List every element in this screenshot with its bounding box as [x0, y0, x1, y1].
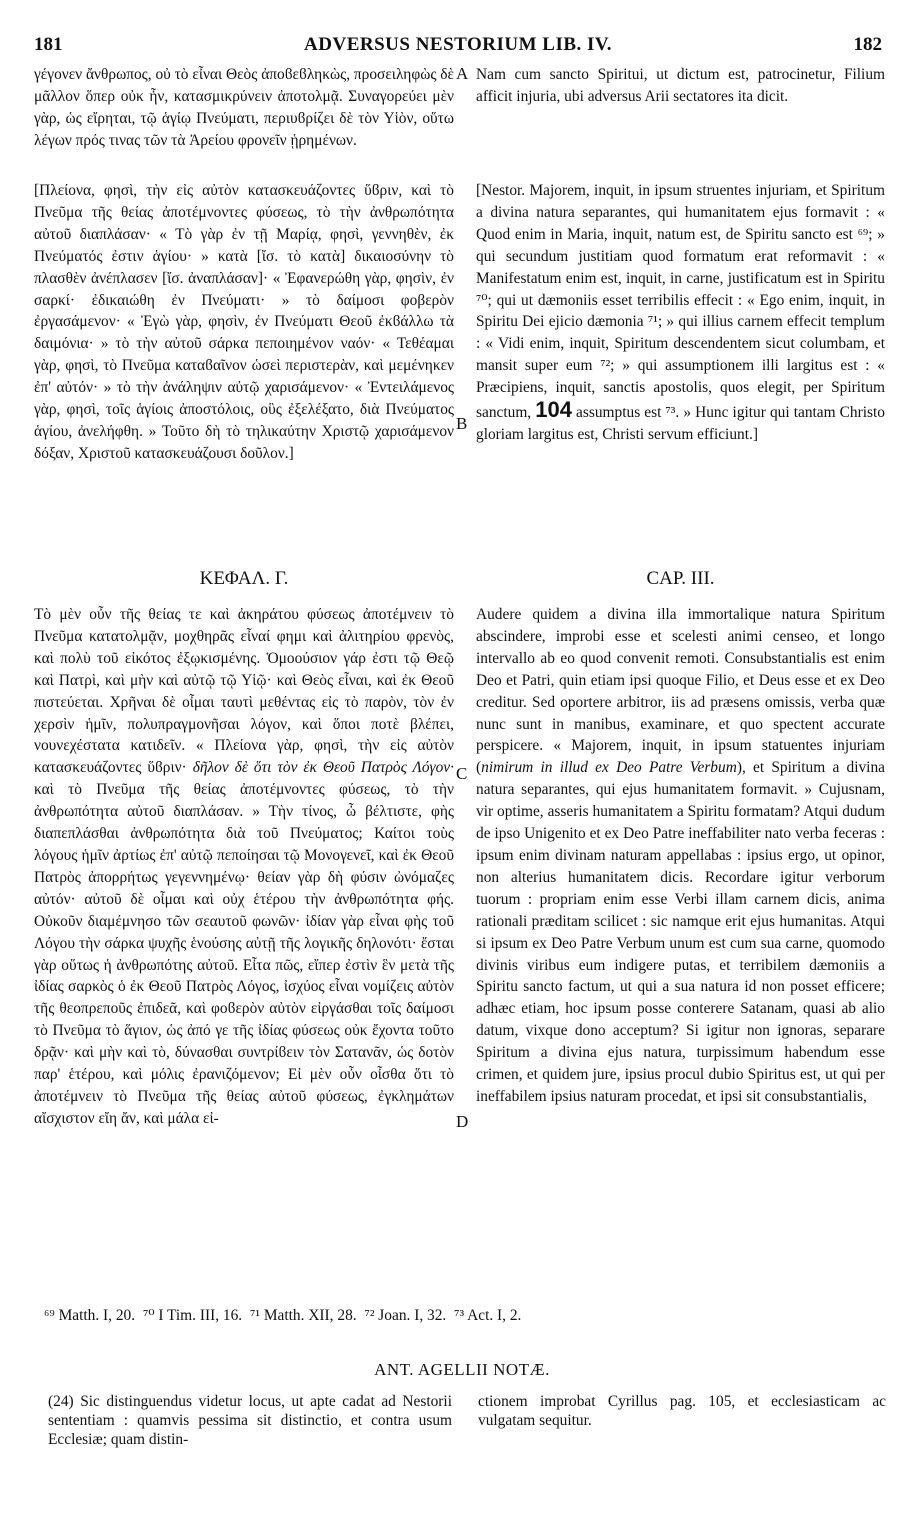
latin-quote-text — [476, 180, 885, 446]
footnote-70: ⁷⁰ I Tim. III, 16. — [142, 1307, 243, 1324]
greek-body-italic: δῆλον δὲ ὅτι τὸν ἐκ Θεοῦ Πατρὸς Λόγον· — [192, 759, 454, 777]
footnote-71: ⁷¹ Matth. XII, 28. — [250, 1307, 357, 1324]
greek-intro — [34, 64, 454, 152]
running-title: ADVERSUS NESTORIUM LIB. IV. — [304, 34, 612, 55]
latin-quote — [476, 180, 885, 446]
margin-marker-d: D — [456, 1112, 469, 1131]
latin-body-text — [476, 604, 885, 1108]
margin-marker-c: C — [456, 764, 468, 783]
chapter-heading-greek: ΚΕΦΑΛ. Γ. — [199, 568, 289, 589]
note-right: ctionem improbat Cyrillus pag. 105, et ecclesiasticam ac vulgatam sequitur. — [478, 1393, 886, 1429]
footnote-69: ⁶⁹ Matth. I, 20. — [44, 1307, 136, 1324]
latin-quote-part-a: [Nestor. Majorem, inquit, in ipsum struentes injuriam, et Spiritum a divina natura separantes, qui humanitatem ejus formavit : « Quod enim in Maria, inquit, natum est, de Spiritu sancto est ⁶⁹; » qui secundum justitiam quod formatum erat reformavit : « Manifestatum enim est, inquit, in carne, justificatum est in Spiritu ⁷⁰; qui ut dæmoniis esset terribilis effecit : « Ego enim, inquit, in Spiritu Dei ejicio dæmonia ⁷¹; » qui illius carnem effecit templum : « Vidi enim, inquit, Spiritum descendentem sicut columbam, et mansit super eum ⁷²; » qui assumptionem illi largitus est : « Præcipiens, inquit, sanctis apostolis, quos elegit, per Spiritum sanctum, — [476, 182, 885, 422]
margin-marker-b: B — [456, 414, 468, 433]
latin-intro — [476, 64, 885, 108]
notae-heading: ANT. AGELLII NOTÆ. — [374, 1360, 550, 1379]
margin-marker-a: A — [456, 64, 469, 83]
chapter-heading-latin: CAP. III. — [646, 568, 715, 589]
greek-intro-text: γέγονεν ἄνθρωπος, οὐ τὸ εἶναι Θεὸς ἀποϐεϐληκὼς, προσειληφὼς δὲ μᾶλλον ὅπερ οὐκ ἦν, κατασμικρύνειν ἀποτολμᾷ. Συναγορεύει μὲν γὰρ, ὡς εἴρηται, τῷ ἁγίῳ Πνεύματι, περιυϐρίζει δὲ τὸν Υἱὸν, οὕτω λέγων πρός τινας τῶν τὰ Ἀρείου φρονεῖν ᾑρημένων. — [34, 66, 454, 149]
page-number-right: 182 — [853, 34, 882, 55]
page-number-left: 181 — [34, 34, 63, 55]
latin-body — [476, 604, 885, 1108]
note-left: (24) Sic distinguendus videtur locus, ut apte cadat ad Nestorii sententiam : quamvis pessima sit distinctio, et contra usum Ecclesiæ; quam distin- — [48, 1393, 452, 1448]
latin-quote-part-b: assumptus est ⁷³. » Hunc igitur qui tantam Christo gloriam largitus est, Christi servum efficiunt.] — [476, 404, 885, 443]
latin-body-italic: nimirum in illud ex Deo Patre Verbum — [481, 759, 737, 777]
greek-body — [34, 604, 454, 1130]
latin-body-part-b: ), et Spiritum a divina natura separantes, qui ejus humanitatem formavit. » Cujusnam, vir optime, asseris humanitatem a Spiritu formatam? Atqui dudum de ipso Unigenito et ex Deo Patre ineffabiliter nato verba feceras : ipsum enim divinam naturam appellabas : ipsius ergo, ut opinor, non alterius humanitatem dicis. Recordare igitur verborum tuorum : propriam enim esse Verbi illam carnem dicis, anima rationali præditam scilicet : sic namque erit ejus humanitas. Atqui si ipsum ex Deo Patre Verbum unum est cum sua carne, quomodo divinis viribus eum indigere putas, et terribilem dæmoniis a Spiritu sancto factum, ut qui a sua natura id non posset efficere; adhæc etiam, hoc ipsum posse conterere Satanam, quasi ab alio datum, vixque dono acceptum? Si igitur non ignoras, separare Spiritum a divina ejus natura, turpissimum habendum esse crimen, et quidem jure, ipsius procul dubio Spiritus est, ut qui per ineffabilem ipsius naturam procedat, et ipsi sit consubstantialis, — [476, 759, 885, 1105]
margin-number-104: 104 — [535, 397, 572, 423]
greek-body-text — [34, 604, 454, 1130]
footnote-73: ⁷³ Act. I, 2. — [454, 1307, 522, 1324]
greek-quote-text: [Πλείονα, φησὶ, τὴν εἰς αὐτὸν κατασκευάζοντες ὕϐριν, καὶ τὸ Πνεῦμα τῆς θείας ἀποτέμνοντες φύσεως, τὸ τὴν ἀνθρωπότητα αὐτοῦ διαπλάσαν· « Τὸ γὰρ ἐν τῇ Μαρίᾳ, φησὶ, γεννηθὲν, ἐκ Πνεύματός ἐστιν ἁγίου· » κατὰ [ἴσ. τὸ κατὰ] δικαιοσύνην τὸ πλασθὲν ἀνέπλασεν [ἴσ. ἀναπλάσαν]· « Ἐφανερώθη γὰρ, φησὶν, ἐν σαρκί· ἐδικαιώθη ἐν Πνεύματι· » τὸ δαίμοσι φοβερὸν ἐργασάμενον· « Ἐγὼ γὰρ, φησὶν, ἐν Πνεύματι Θεοῦ ἐκϐάλλω τὰ δαιμόνια· » τὸ τὴν αὐτοῦ σάρκα πεποιημένον ναόν· « Τεθέαμαι γὰρ, φησὶ, τὸ Πνεῦμα καταϐαῖνον ὡσεὶ περιστερὰν, καὶ μεμένηκεν ἐπ' αὐτόν· » τὸ τὴν ἀνάληψιν αὐτῷ χαρισάμενον· « Ἐντειλάμενος γὰρ, φησὶ, τοῖς ἁγίοις ἀποστόλοις, οὓς ἐξελέξατο, διὰ Πνεύματος ἁγίου, ἀνελήφθη. » Τοῦτο δὴ τὸ τηλικαύτην Χριστῷ χαρισάμενον δόξαν, Χριστοῦ κατασκευάζουσι δοῦλον.] — [34, 182, 454, 462]
greek-quote — [34, 180, 454, 465]
page-header — [34, 34, 882, 62]
footnotes — [44, 1306, 864, 1325]
latin-body-part-a: Audere quidem a divina illa immortalique natura Spiritum abscindere, improbi esse et scelesti animi censeo, et longo intervallo ab eo quod convenit remoti. Consubstantialis est enim Deo et Patri, quin etiam ipsi quoque Filio, et Deus esse et ex Deo creditur. Sed oportere arbitror, iis ad præsens omissis, verba quæ nunc sunt in manibus, examinare, et quo spectent accurate perspicere. « Majorem, inquit, in ipsum statuentes injuriam ( — [476, 606, 885, 777]
greek-body-part-b: καὶ τὸ Πνεῦμα τῆς θείας ἀποτέμνοντες φύσεως, τὸ τὴν ἀνθρωπότητα αὐτοῦ διαπλάσαν. » Τὴν τίνος, ὦ βέλτιστε, φὴς διαπεπλάσθαι ἀνθρωπότητα διὰ τοῦ Πνεύματος; Καίτοι τοὺς λόγους ἡμῖν ἀρτίως ἐπ' αὐτῷ πεποίησαι τῷ Μονογενεῖ, καὶ ἐκ Θεοῦ Πατρὸς ἀπορρήτως γεγεννημένῳ· θείαν γὰρ δὴ φύσιν ὠνόμαζες αὐτόν· αὐτοῦ δὲ οἶμαι καὶ οὐχ ἑτέρου τὴν ἀνθρωπότητα φής. Οὐκοῦν διαμέμνησο τῶν σεαυτοῦ φωνῶν· ἰδίαν γὰρ εἶναι φὴς τοῦ Λόγου τὴν σάρκα ψυχῆς ἑνούσης αὐτῇ τῆς λογικῆς δηλονότι· ἔσται γὰρ οὕτως ἡ ἀνθρωπότης αὐτοῦ. Εἶτα πῶς, εἴπερ ἐστὶν ἓν μετὰ τῆς ἰδίας σαρκὸς ὁ ἐκ Θεοῦ Πατρὸς Λόγος, ἰσχύος εἶναι νομίζεις αὐτὸν τῆς θεοπρεποῦς ἐπιδεᾶ, καὶ φοϐερὸν αὐτὸν εἰργάσθαι τοῖς δαίμοσι τὸ Πνεῦμα τὸ ἅγιον, ὡς ἀπό γε τῆς ἰδίας φύσεως οὐκ ἔχοντα τοῦτο δρᾷν· καὶ μὴν καὶ τὸ, δύνασθαι συντρίϐειν τὸν Σατανᾶν, ὡς δοτὸν παρ' ἑτέρου, καὶ μόλις ἐρανιζόμενον; Εἰ μὲν οὖν οἶσθα ὅτι τὸ ἀποτέμνειν τὸ Πνεῦμα τῆς θείας αὐτοῦ φύσεως, ἐγκλημάτων αἴσχιστον εἴη ἄν, καὶ μάλα εἰ- — [34, 781, 454, 1127]
greek-body-part-a: Τὸ μὲν οὖν τῆς θείας τε καὶ ἀκηράτου φύσεως ἀποτέμνειν τὸ Πνεῦμα κατατολμᾷν, μοχθηρᾶς εἶναί φημι καὶ ἀλιτηρίου φρενὸς, καὶ πολὺ τοῦ εἰκότος ἐξῳκισμένης. Ὁμοούσιον γάρ ἐστι τῷ Θεῷ καὶ Πατρὶ, καὶ μὴν καὶ αὐτῷ τῷ Υἱῷ· καὶ Θεὸς εἶναι, καὶ ἐκ Θεοῦ πιστεύεται. Χρῆναι δὲ οἶμαι ταυτὶ μεθέντας εἰς τὸ παρὸν, τὸν ἐν χερσὶν ἡμῖν, πολυπραγμονῆσαι λόγον, καὶ ὅποι ποτὲ βλέπει, νουνεχέστατα κατιδεῖν. « Πλείονα γὰρ, φησὶ, τὴν εἰς αὐτὸν κατασκευάζοντες ὕϐριν· — [34, 606, 454, 777]
latin-intro-text: Nam cum sancto Spiritui, ut dictum est, patrocinetur, Filium afficit injuria, ubi adversus Arii sectatores ita dicit. — [476, 66, 885, 105]
footnote-72: ⁷² Joan. I, 32. — [364, 1307, 447, 1324]
